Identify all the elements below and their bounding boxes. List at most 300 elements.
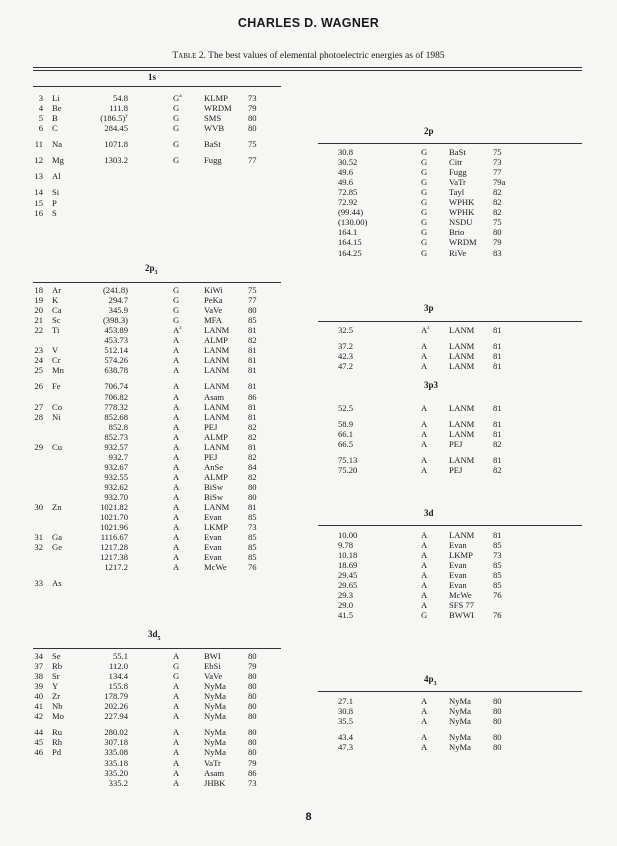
binding-energy-text: 164.1 xyxy=(338,227,358,238)
method-code-text: A xyxy=(421,590,428,601)
table-row xyxy=(0,123,617,133)
reference-year-text: 80 xyxy=(248,691,257,702)
reference-code-text: LANM xyxy=(449,419,475,430)
method-code-text: A xyxy=(173,681,180,692)
reference-year-text: 73 xyxy=(493,157,502,168)
binding-energy xyxy=(338,570,357,580)
binding-energy-text: 284.45 xyxy=(104,123,128,134)
reference-code-text: PeKa xyxy=(204,295,223,306)
reference-code-text: LANM xyxy=(204,441,230,452)
table-row xyxy=(0,295,617,305)
reference-year-text: 76 xyxy=(248,562,257,573)
atomic-number-text: 25 xyxy=(34,365,43,376)
method-code-text: A xyxy=(173,421,180,432)
reference-code xyxy=(449,696,471,706)
method-code-text: A xyxy=(173,767,180,778)
reference-code-text: LANM xyxy=(449,325,475,335)
reference-year-text: 80 xyxy=(493,742,502,753)
reference-code xyxy=(449,361,474,371)
binding-energy xyxy=(338,429,353,439)
section-rule xyxy=(318,691,582,692)
reference-year-text: 82 xyxy=(493,197,502,208)
method-code xyxy=(421,217,427,227)
method-code-text: A xyxy=(173,481,180,492)
table-row xyxy=(0,113,617,123)
atomic-number-text: 4 xyxy=(38,103,43,114)
reference-code-text: SMS xyxy=(204,113,222,124)
reference-code-text: LANM xyxy=(449,429,475,440)
method-code-text: A xyxy=(173,562,180,573)
reference-year-text: 81 xyxy=(248,401,257,412)
reference-code-text: NyMa xyxy=(449,696,471,706)
method-code-text: G xyxy=(421,147,428,157)
method-code-text: A xyxy=(173,552,180,563)
binding-energy xyxy=(84,502,128,512)
reference-code-text: NyMa xyxy=(204,747,226,758)
section-heading-subscript: 3 xyxy=(433,680,437,687)
reference-code-text: LANM xyxy=(449,530,475,540)
reference-code xyxy=(204,103,232,113)
method-code xyxy=(173,93,182,103)
binding-energy-text: 932.55 xyxy=(104,471,128,482)
reference-code-text: WRDM xyxy=(204,103,232,114)
reference-year-text: 80 xyxy=(493,696,502,706)
reference-code-text: VaVe xyxy=(204,671,223,682)
reference-code-text: Asam xyxy=(204,767,225,778)
reference-code xyxy=(449,742,471,752)
binding-energy-text: (130.00) xyxy=(338,217,368,228)
reference-year-text: 77 xyxy=(493,167,502,178)
table-row xyxy=(0,381,617,391)
method-code xyxy=(421,696,427,706)
method-code-text: A xyxy=(173,471,180,482)
binding-energy-text: 29.0 xyxy=(338,600,354,611)
reference-code xyxy=(449,147,466,157)
binding-energy xyxy=(84,93,128,103)
method-code-text: G xyxy=(173,315,180,326)
method-code-text: A xyxy=(421,560,428,571)
binding-energy xyxy=(338,147,353,157)
reference-year-text: 83 xyxy=(493,247,502,258)
method-code xyxy=(173,502,179,512)
atomic-number-text: 3 xyxy=(38,93,43,103)
reference-code-text: PEJ xyxy=(204,451,218,462)
binding-energy-text: 72.85 xyxy=(338,187,358,198)
atomic-number-text: 18 xyxy=(34,285,43,295)
table-row xyxy=(0,512,617,522)
method-footnote: z xyxy=(427,325,430,332)
reference-code-text: NyMa xyxy=(449,742,471,753)
binding-energy-text: 574.26 xyxy=(104,355,128,366)
table-row xyxy=(0,560,617,573)
method-code-text: A xyxy=(173,522,180,533)
reference-code-text: NyMa xyxy=(449,716,471,727)
binding-energy xyxy=(84,778,128,788)
reference-code xyxy=(204,502,229,512)
method-code xyxy=(173,681,179,691)
section-rule xyxy=(33,282,281,283)
binding-energy-text: 9.78 xyxy=(338,540,354,551)
method-code-text: A xyxy=(173,441,180,452)
table-row xyxy=(0,778,617,788)
reference-year xyxy=(248,671,257,681)
reference-code xyxy=(449,429,474,439)
reference-year xyxy=(493,540,502,550)
reference-code xyxy=(449,540,467,550)
binding-energy xyxy=(338,341,353,351)
method-code-text: A xyxy=(173,747,180,758)
reference-year-text: 79 xyxy=(493,237,502,248)
reference-year xyxy=(248,492,257,502)
table-row xyxy=(0,147,617,157)
reference-year xyxy=(493,341,502,351)
atomic-number-text: 34 xyxy=(34,651,43,661)
table-row xyxy=(0,429,617,439)
table-row xyxy=(0,706,617,716)
binding-energy-text: (186.5) xyxy=(100,113,126,124)
table-row xyxy=(0,325,617,335)
reference-code xyxy=(449,610,474,620)
method-code-text: A xyxy=(421,706,428,717)
method-code-text: G xyxy=(421,197,428,208)
reference-code xyxy=(204,758,221,768)
reference-year-text: 75 xyxy=(248,285,257,295)
reference-year-text: 79 xyxy=(248,661,257,672)
reference-year-text: 79 xyxy=(248,757,257,768)
reference-code-text: MFA xyxy=(204,315,222,326)
section-heading xyxy=(424,303,434,313)
reference-year-text: 73 xyxy=(493,550,502,561)
reference-year xyxy=(248,768,257,778)
binding-energy xyxy=(338,590,353,600)
table-caption-text: The best values of elemental photoelectric energies as of 1985 xyxy=(208,51,445,61)
method-code-text: A xyxy=(173,737,180,748)
method-code-text: A xyxy=(421,439,428,450)
atomic-number-text: 29 xyxy=(34,441,43,452)
binding-energy xyxy=(338,580,357,590)
table-row xyxy=(0,651,617,661)
binding-energy xyxy=(338,177,353,187)
method-code xyxy=(421,439,427,449)
binding-energy-text: 52.5 xyxy=(338,403,354,413)
table-row xyxy=(0,157,617,167)
reference-year-text: 81 xyxy=(248,365,257,376)
method-code-text: A xyxy=(421,540,428,551)
binding-energy-text: 111.8 xyxy=(109,103,128,114)
table-row xyxy=(0,758,617,768)
method-code-text: A xyxy=(421,530,428,540)
element-symbol-text: Al xyxy=(52,171,61,182)
binding-energy-text: (99.44) xyxy=(338,207,364,218)
reference-year-text: 81 xyxy=(493,351,502,362)
method-code-text: G xyxy=(421,610,428,621)
reference-code-text: KLMP xyxy=(204,93,228,103)
reference-year-text: 73 xyxy=(248,522,257,533)
method-code-text: A xyxy=(173,492,180,503)
reference-code-text: LANM xyxy=(204,502,230,513)
reference-code xyxy=(204,113,221,123)
method-code xyxy=(421,177,427,187)
method-code xyxy=(421,600,427,610)
binding-energy-text: 852.8 xyxy=(108,421,128,432)
method-code-text: A xyxy=(173,345,180,356)
reference-year-text: 82 xyxy=(493,187,502,198)
method-code xyxy=(421,540,427,550)
reference-year xyxy=(248,93,257,103)
method-footnote: a xyxy=(179,93,182,100)
reference-year-text: 85 xyxy=(248,532,257,543)
reference-year xyxy=(493,217,502,227)
reference-year-text: 81 xyxy=(493,429,502,440)
table-row xyxy=(0,361,617,371)
binding-energy-text: 29.3 xyxy=(338,590,354,601)
reference-year-text: 81 xyxy=(493,325,502,335)
method-code-text: G xyxy=(421,247,428,258)
method-code-text: G xyxy=(173,295,180,306)
method-code xyxy=(421,455,427,465)
element-symbol-text: Ti xyxy=(52,325,60,336)
reference-code-text: Brio xyxy=(449,227,465,238)
reference-year-text: 80 xyxy=(248,113,257,124)
reference-year xyxy=(493,325,502,335)
section-heading xyxy=(424,126,434,136)
reference-year xyxy=(248,482,257,492)
reference-code-text: BiSw xyxy=(204,492,224,503)
reference-year xyxy=(493,248,502,258)
reference-code-text: Evan xyxy=(449,560,467,571)
element-symbol xyxy=(52,93,60,103)
binding-energy-text: 37.2 xyxy=(338,341,354,352)
reference-year-text: 82 xyxy=(248,471,257,482)
reference-year-text: 82 xyxy=(493,439,502,450)
reference-code-text: LANM xyxy=(449,455,475,466)
element-symbol xyxy=(52,103,62,113)
reference-year-text: 81 xyxy=(248,502,257,513)
atomic-number-text: 42 xyxy=(34,711,43,722)
reference-code xyxy=(449,419,474,429)
binding-energy-text: 30.8 xyxy=(338,147,354,157)
method-code-text: A xyxy=(173,502,180,513)
binding-energy xyxy=(338,439,353,449)
reference-code xyxy=(449,600,474,610)
atomic-number-text: 22 xyxy=(34,325,43,336)
reference-code-text: LANM xyxy=(204,345,230,356)
table-row xyxy=(0,671,617,681)
binding-energy-text: 1021.96 xyxy=(100,522,128,533)
method-code-text: G xyxy=(421,157,428,168)
reference-year xyxy=(248,502,257,512)
binding-energy xyxy=(338,227,357,237)
reference-year xyxy=(248,285,257,295)
method-code xyxy=(421,706,427,716)
reference-year-text: 73 xyxy=(248,93,257,103)
element-symbol-text: K xyxy=(52,295,59,306)
reference-code xyxy=(449,237,477,247)
table-row xyxy=(0,227,617,237)
reference-year-text: 80 xyxy=(493,716,502,727)
reference-code xyxy=(204,392,224,402)
element-symbol-text: Co xyxy=(52,401,63,412)
method-code-text: A xyxy=(421,580,428,591)
reference-year-text: 82 xyxy=(493,465,502,476)
reference-year-text: 73 xyxy=(248,777,257,788)
method-code-text: A xyxy=(173,411,180,422)
binding-energy-text: 227.94 xyxy=(104,711,128,722)
binding-energy-text: 178.79 xyxy=(104,691,128,702)
binding-energy xyxy=(84,381,128,391)
method-code xyxy=(173,315,179,325)
method-code-text: G xyxy=(173,113,180,124)
reference-year-text: 80 xyxy=(493,227,502,238)
binding-energy xyxy=(338,237,362,247)
reference-code-text: Evan xyxy=(449,570,467,581)
binding-energy xyxy=(84,768,128,778)
reference-year-text: 81 xyxy=(493,530,502,540)
method-code-text: A xyxy=(421,361,428,372)
method-code-text: A xyxy=(173,532,180,543)
method-code-text: G xyxy=(173,103,180,114)
reference-year-text: 82 xyxy=(493,207,502,218)
element-symbol-text: Ga xyxy=(52,532,63,543)
binding-energy-text: 18.69 xyxy=(338,560,358,571)
table-row xyxy=(0,187,617,197)
method-code-text: A xyxy=(173,335,180,346)
binding-energy-text: 706.82 xyxy=(104,391,128,402)
reference-year xyxy=(493,351,502,361)
method-code xyxy=(421,341,427,351)
table-row xyxy=(0,550,617,563)
section-rule xyxy=(33,648,281,649)
atomic-number xyxy=(33,93,43,103)
binding-energy-text: 1071.8 xyxy=(104,139,128,150)
reference-year xyxy=(248,778,257,788)
binding-energy xyxy=(338,716,353,726)
reference-year-text: 82 xyxy=(248,451,257,462)
binding-energy xyxy=(338,248,362,258)
method-code-text: A xyxy=(421,455,428,466)
reference-year xyxy=(248,681,257,691)
binding-energy xyxy=(338,610,353,620)
method-code-text: G xyxy=(421,237,428,248)
reference-year xyxy=(493,580,502,590)
binding-energy-text: 638.78 xyxy=(104,365,128,376)
table-row xyxy=(0,93,617,103)
reference-year-text: 75 xyxy=(493,217,502,228)
reference-code-text: Evan xyxy=(204,552,222,563)
method-code-text: G xyxy=(173,155,180,166)
reference-code-text: BiSw xyxy=(204,481,224,492)
method-code-text: A xyxy=(421,570,428,581)
binding-energy-text: 1021.70 xyxy=(100,512,128,523)
atomic-number-text: 27 xyxy=(34,401,43,412)
binding-energy xyxy=(338,207,363,217)
energy-footnote: y xyxy=(125,113,128,120)
running-head: CHARLES D. WAGNER xyxy=(237,16,380,30)
atomic-number-text: 39 xyxy=(34,681,43,692)
section-heading xyxy=(424,380,438,390)
reference-code-text: NyMa xyxy=(449,706,471,717)
table-row xyxy=(0,403,617,413)
table-top-rule xyxy=(33,67,582,68)
element-symbol-text: Se xyxy=(52,651,61,661)
atomic-number-text: 38 xyxy=(34,671,43,682)
reference-code xyxy=(204,295,223,305)
binding-energy-text: 1217.2 xyxy=(104,562,128,573)
element-symbol-text: Ar xyxy=(52,285,62,295)
reference-code xyxy=(204,512,222,522)
element-symbol xyxy=(52,123,58,133)
method-code xyxy=(421,227,427,237)
reference-year xyxy=(493,167,502,177)
binding-energy xyxy=(84,305,128,315)
reference-year xyxy=(493,465,502,475)
binding-energy xyxy=(84,671,128,681)
binding-energy xyxy=(84,103,128,113)
atomic-number-text: 40 xyxy=(34,691,43,702)
table-row xyxy=(0,305,617,315)
reference-code xyxy=(449,325,474,335)
binding-energy-text: 932.57 xyxy=(104,441,128,452)
reference-code xyxy=(449,550,473,560)
binding-energy xyxy=(338,696,353,706)
method-code-text: G xyxy=(421,207,428,218)
binding-energy-text: 66.5 xyxy=(338,439,354,450)
reference-year-text: 85 xyxy=(493,580,502,591)
table-row xyxy=(0,392,617,402)
atomic-number xyxy=(33,103,43,113)
reference-year xyxy=(493,429,502,439)
table-top-rule-2 xyxy=(33,70,582,71)
reference-code-text: Evan xyxy=(204,542,222,553)
method-code xyxy=(173,651,179,661)
element-symbol-text: P xyxy=(52,197,57,208)
reference-code-text: LKMP xyxy=(449,550,473,561)
atomic-number-text: 13 xyxy=(34,171,43,182)
reference-code-text: LANM xyxy=(449,403,475,413)
binding-energy-text: 202.26 xyxy=(104,701,128,712)
binding-energy-text: 164.15 xyxy=(338,237,362,248)
method-code xyxy=(421,580,427,590)
method-code-text: A xyxy=(421,351,428,362)
reference-code xyxy=(449,590,472,600)
element-symbol-text: Mg xyxy=(52,155,64,166)
method-code xyxy=(421,248,427,258)
method-code xyxy=(421,590,427,600)
reference-code xyxy=(449,197,474,207)
binding-energy-text: 10.00 xyxy=(338,530,358,540)
method-code-text: A xyxy=(421,696,428,706)
reference-code-text: Evan xyxy=(204,532,222,543)
atomic-number-text: 16 xyxy=(34,207,43,218)
binding-energy-text: 75.20 xyxy=(338,465,358,476)
binding-energy xyxy=(338,403,353,413)
method-code-text: G xyxy=(421,227,428,238)
method-code xyxy=(421,429,427,439)
binding-energy-text: 42.3 xyxy=(338,351,354,362)
table-row xyxy=(0,207,617,217)
atomic-number-text: 45 xyxy=(34,737,43,748)
reference-code xyxy=(449,217,472,227)
element-symbol-text: Mn xyxy=(52,365,64,376)
reference-code xyxy=(204,305,222,315)
atomic-number-text: 37 xyxy=(34,661,43,672)
binding-energy-text: 134.4 xyxy=(108,671,128,682)
reference-year-text: 81 xyxy=(248,381,257,392)
reference-code-text: ALMP xyxy=(204,335,228,346)
method-code xyxy=(421,465,427,475)
reference-year xyxy=(493,455,502,465)
reference-code-text: Evan xyxy=(204,512,222,523)
